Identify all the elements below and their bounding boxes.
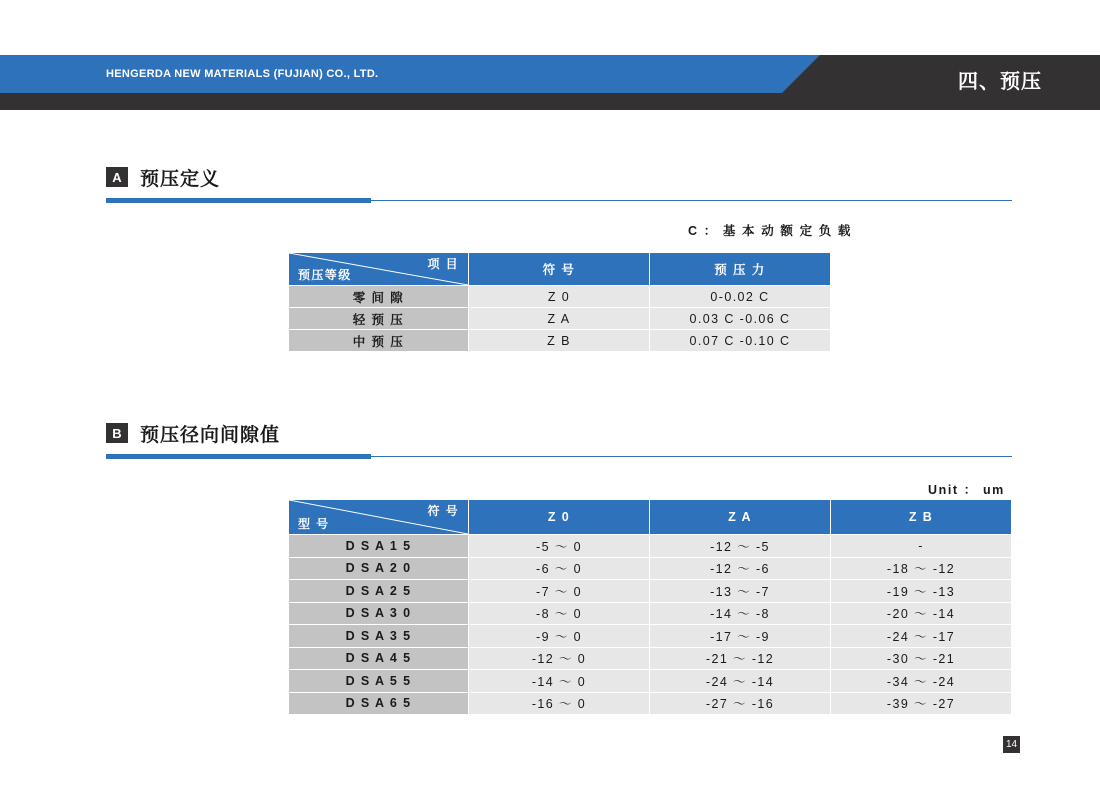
table2-row2-model: D S A 2 5 <box>289 580 469 603</box>
table-header-row <box>289 500 1012 535</box>
table2-row7-za: -27 ～ -16 <box>650 692 831 715</box>
table2-row4-model: D S A 3 5 <box>289 625 469 648</box>
table1-row0-label: 零 间 隙 <box>289 286 469 308</box>
table1-row1-label: 轻 预 压 <box>289 308 469 330</box>
table2-row7-z0: -16 ～ 0 <box>469 692 650 715</box>
table2-row6-z0: -14 ～ 0 <box>469 670 650 693</box>
section-b-title: 预压径向间隙值 <box>140 424 281 446</box>
table1-row2-label: 中 预 压 <box>289 330 469 352</box>
table-row <box>289 330 831 352</box>
section-a-rule-thin <box>371 200 1012 201</box>
section-a <box>106 165 1012 203</box>
table2-row3-z0: -8 ～ 0 <box>469 602 650 625</box>
table2-row7-model: D S A 6 5 <box>289 692 469 715</box>
section-b-rule <box>106 454 1012 459</box>
section-b <box>106 421 1012 459</box>
table2-row0-za: -12 ～ -5 <box>650 535 831 558</box>
table-row <box>289 286 831 308</box>
table2-row7-zb: -39 ～ -27 <box>831 692 1012 715</box>
table-row <box>289 557 1012 580</box>
table1-row2-symbol: Z B <box>469 330 650 352</box>
table-preload-definition <box>288 252 831 352</box>
table2-row1-zb: -18 ～ -12 <box>831 557 1012 580</box>
section-b-badge: B <box>106 423 128 443</box>
section-a-rule-thick <box>106 198 371 203</box>
table1-corner-top-label: 项 目 <box>427 257 459 271</box>
table1-row0-force: 0-0.02 C <box>650 286 831 308</box>
caption-basic-dynamic-load: C ： 基 本 动 额 定 负 载 <box>688 224 853 238</box>
table2-row3-zb: -20 ～ -14 <box>831 602 1012 625</box>
table2-row6-za: -24 ～ -14 <box>650 670 831 693</box>
table2-row5-z0: -12 ～ 0 <box>469 647 650 670</box>
table2-header-za: Z A <box>650 500 831 535</box>
page-number: 14 <box>1003 736 1020 753</box>
section-b-rule-thick <box>106 454 371 459</box>
table2-row0-model: D S A 1 5 <box>289 535 469 558</box>
table2-row6-zb: -34 ～ -24 <box>831 670 1012 693</box>
page-header <box>0 55 1100 110</box>
table2-row1-z0: -6 ～ 0 <box>469 557 650 580</box>
table-row <box>289 670 1012 693</box>
section-b-rule-thin <box>371 456 1012 457</box>
table2-row1-model: D S A 2 0 <box>289 557 469 580</box>
table-row <box>289 580 1012 603</box>
table1-corner-cell <box>289 253 469 286</box>
table-header-row <box>289 253 831 286</box>
table2-row6-model: D S A 5 5 <box>289 670 469 693</box>
section-a-title: 预压定义 <box>140 168 221 190</box>
table2-row2-za: -13 ～ -7 <box>650 580 831 603</box>
table2-header-z0: Z 0 <box>469 500 650 535</box>
table2-corner-cell <box>289 500 469 535</box>
table-row <box>289 308 831 330</box>
table2-header-zb: Z B <box>831 500 1012 535</box>
table2-row3-model: D S A 3 0 <box>289 602 469 625</box>
table2-row4-zb: -24 ～ -17 <box>831 625 1012 648</box>
table2-row2-z0: -7 ～ 0 <box>469 580 650 603</box>
table1-row0-symbol: Z 0 <box>469 286 650 308</box>
section-a-title-row <box>106 165 1012 189</box>
section-b-title-row <box>106 421 1012 445</box>
section-a-rule <box>106 198 1012 203</box>
table-row <box>289 625 1012 648</box>
table-row <box>289 647 1012 670</box>
table2-corner-top-label: 符 号 <box>427 504 459 518</box>
table1-header-force: 预 压 力 <box>650 253 831 286</box>
table1-row1-symbol: Z A <box>469 308 650 330</box>
table-row <box>289 692 1012 715</box>
table1-row2-force: 0.07 C -0.10 C <box>650 330 831 352</box>
table2-row5-zb: -30 ～ -21 <box>831 647 1012 670</box>
table2-row5-model: D S A 4 5 <box>289 647 469 670</box>
table2-row0-z0: -5 ～ 0 <box>469 535 650 558</box>
table-radial-clearance <box>288 499 1012 715</box>
section-a-badge: A <box>106 167 128 187</box>
table1-row1-force: 0.03 C -0.06 C <box>650 308 831 330</box>
table2-row4-z0: -9 ～ 0 <box>469 625 650 648</box>
table2-row2-zb: -19 ～ -13 <box>831 580 1012 603</box>
table1-corner-bottom-label: 预压等级 <box>298 268 352 282</box>
table2-row5-za: -21 ～ -12 <box>650 647 831 670</box>
table2-row4-za: -17 ～ -9 <box>650 625 831 648</box>
company-name: HENGERDA NEW MATERIALS (FUJIAN) CO., LTD. <box>106 68 379 80</box>
caption-unit: Unit ： um <box>928 483 1005 497</box>
table2-row1-za: -12 ～ -6 <box>650 557 831 580</box>
section-title-header: 四、预压 <box>958 71 1042 93</box>
table1-header-symbol: 符 号 <box>469 253 650 286</box>
table2-row3-za: -14 ～ -8 <box>650 602 831 625</box>
table2-corner-bottom-label: 型 号 <box>298 517 330 531</box>
table2-row0-zb: - <box>831 535 1012 558</box>
table-row <box>289 602 1012 625</box>
table-row <box>289 535 1012 558</box>
